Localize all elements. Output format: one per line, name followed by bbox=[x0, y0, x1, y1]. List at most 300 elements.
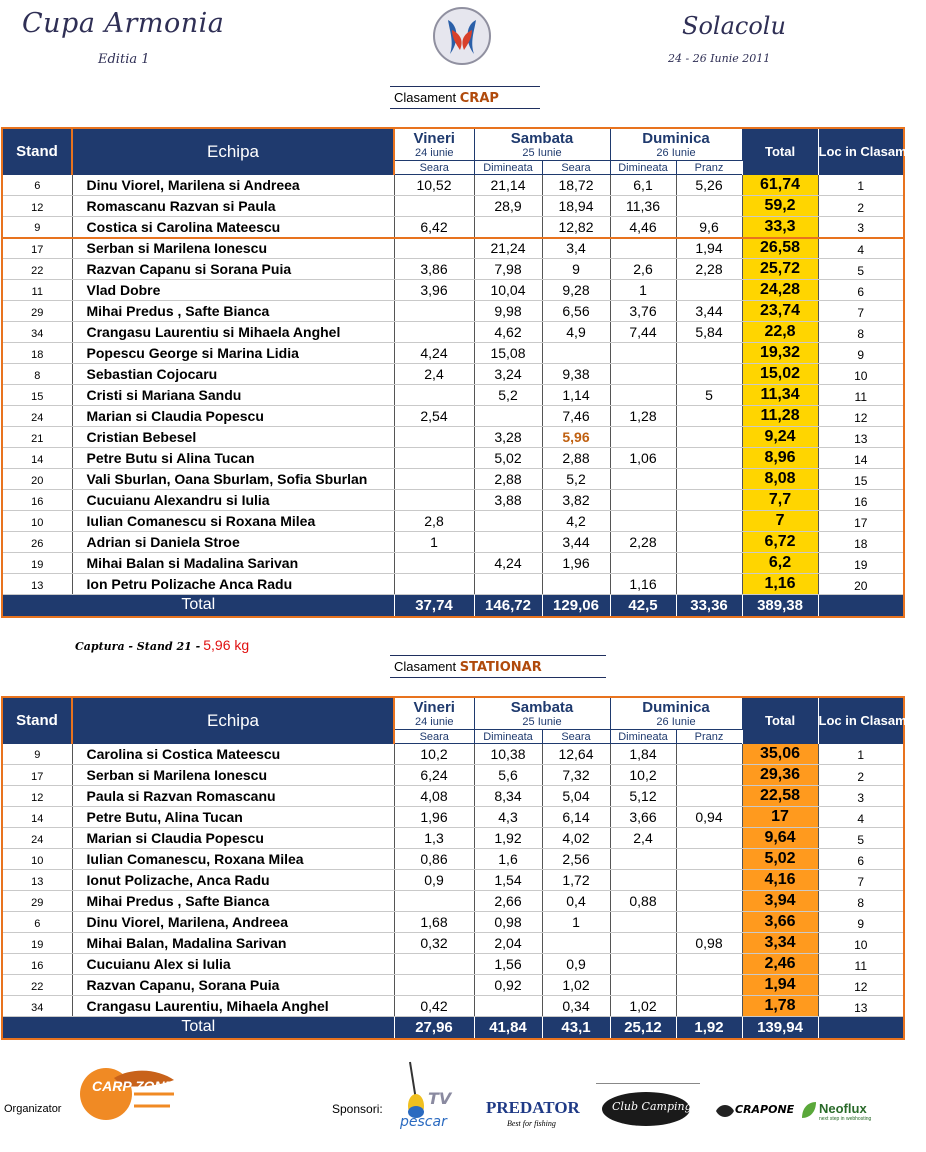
rank-cell: 9 bbox=[818, 343, 904, 364]
team-cell: Serban si Marilena Ionescu bbox=[72, 238, 394, 259]
sambata-dimineata-cell: 5,2 bbox=[474, 385, 542, 406]
stand-cell: 9 bbox=[2, 217, 72, 238]
vineri-seara-cell bbox=[394, 975, 474, 996]
sambata-dimineata-cell: 2,66 bbox=[474, 891, 542, 912]
vineri-seara-cell: 3,86 bbox=[394, 259, 474, 280]
sambata-dimineata-cell: 21,24 bbox=[474, 238, 542, 259]
rank-cell: 12 bbox=[818, 406, 904, 427]
table-row bbox=[2, 280, 904, 301]
table-row bbox=[2, 511, 904, 532]
rank-cell: 5 bbox=[818, 259, 904, 280]
duminica-dimineata-cell bbox=[610, 238, 676, 259]
table-row bbox=[2, 469, 904, 490]
vineri-seara-cell: 2,54 bbox=[394, 406, 474, 427]
mpescar-logo bbox=[394, 1060, 478, 1130]
rank-cell: 19 bbox=[818, 553, 904, 574]
total-cell: 9,64 bbox=[742, 828, 818, 849]
vineri-seara-cell bbox=[394, 385, 474, 406]
rank-cell: 5 bbox=[818, 828, 904, 849]
sambata-seara-cell: 1,96 bbox=[542, 553, 610, 574]
vineri-seara-cell bbox=[394, 574, 474, 595]
team-cell: Ionut Polizache, Anca Radu bbox=[72, 870, 394, 891]
total-cell: 29,36 bbox=[742, 765, 818, 786]
table-row bbox=[2, 343, 904, 364]
col-loc: Loc in Clasament bbox=[818, 128, 904, 175]
sambata-dimineata-cell: 4,3 bbox=[474, 807, 542, 828]
stand-cell: 19 bbox=[2, 553, 72, 574]
total-cell: 23,74 bbox=[742, 301, 818, 322]
sambata-dimineata-cell: 9,98 bbox=[474, 301, 542, 322]
crap-ranking-table bbox=[1, 127, 926, 618]
sambata-dimineata-cell bbox=[474, 406, 542, 427]
table-row bbox=[2, 828, 904, 849]
stand-cell: 16 bbox=[2, 954, 72, 975]
duminica-pranz-cell bbox=[676, 765, 742, 786]
duminica-dimineata-cell: 1 bbox=[610, 280, 676, 301]
total-cell: 7 bbox=[742, 511, 818, 532]
duminica-pranz-cell bbox=[676, 849, 742, 870]
total-cell: 1,78 bbox=[742, 996, 818, 1017]
team-cell: Mihai Balan si Madalina Sarivan bbox=[72, 553, 394, 574]
team-cell: Mihai Predus , Safte Bianca bbox=[72, 301, 394, 322]
crap-section-title bbox=[390, 86, 540, 109]
stand-cell: 24 bbox=[2, 406, 72, 427]
stand-cell: 19 bbox=[2, 933, 72, 954]
sambata-seara-cell: 12,82 bbox=[542, 217, 610, 238]
duminica-dimineata-cell: 1,02 bbox=[610, 996, 676, 1017]
table-row bbox=[2, 175, 904, 196]
stand-cell: 24 bbox=[2, 828, 72, 849]
totals-cell: 146,72 bbox=[474, 595, 542, 617]
total-cell: 22,8 bbox=[742, 322, 818, 343]
vineri-seara-cell: 4,24 bbox=[394, 343, 474, 364]
stationar-name: STATIONAR bbox=[459, 660, 542, 675]
total-cell: 33,3 bbox=[742, 217, 818, 238]
duminica-dimineata-cell bbox=[610, 364, 676, 385]
fish-emblem-icon bbox=[430, 6, 494, 66]
team-cell: Iulian Comanescu, Roxana Milea bbox=[72, 849, 394, 870]
sambata-dimineata-cell: 5,6 bbox=[474, 765, 542, 786]
team-cell: Crangasu Laurentiu, Mihaela Anghel bbox=[72, 996, 394, 1017]
crap-name: CRAP bbox=[459, 91, 499, 106]
duminica-pranz-cell bbox=[676, 744, 742, 765]
stand-cell: 9 bbox=[2, 744, 72, 765]
totals-cell: 139,94 bbox=[742, 1017, 818, 1039]
vineri-seara-cell: 1,68 bbox=[394, 912, 474, 933]
vineri-seara-cell: 1,3 bbox=[394, 828, 474, 849]
sambata-seara-cell: 1,14 bbox=[542, 385, 610, 406]
total-cell: 24,28 bbox=[742, 280, 818, 301]
event-dates: 24 - 26 Iunie 2011 bbox=[668, 52, 771, 65]
vineri-seara-cell bbox=[394, 196, 474, 217]
team-cell: Petre Butu si Alina Tucan bbox=[72, 448, 394, 469]
table-row bbox=[2, 532, 904, 553]
sambata-seara-cell: 4,2 bbox=[542, 511, 610, 532]
team-cell: Petre Butu, Alina Tucan bbox=[72, 807, 394, 828]
totals-row bbox=[2, 1017, 904, 1039]
sambata-dimineata-cell bbox=[474, 532, 542, 553]
duminica-dimineata-cell: 1,16 bbox=[610, 574, 676, 595]
sambata-seara-cell: 6,56 bbox=[542, 301, 610, 322]
duminica-pranz-cell: 5,84 bbox=[676, 322, 742, 343]
table-row bbox=[2, 786, 904, 807]
duminica-pranz-cell bbox=[676, 996, 742, 1017]
vineri-seara-cell: 10,52 bbox=[394, 175, 474, 196]
biggest-catch bbox=[75, 637, 249, 653]
total-cell: 35,06 bbox=[742, 744, 818, 765]
duminica-pranz-cell bbox=[676, 469, 742, 490]
duminica-pranz-cell bbox=[676, 891, 742, 912]
sub-pranz: Pranz bbox=[676, 161, 742, 175]
stand-cell: 12 bbox=[2, 786, 72, 807]
sambata-dimineata-cell bbox=[474, 574, 542, 595]
duminica-dimineata-cell bbox=[610, 343, 676, 364]
col-stand: Stand bbox=[2, 697, 72, 744]
vineri-seara-cell bbox=[394, 469, 474, 490]
total-cell: 61,74 bbox=[742, 175, 818, 196]
vineri-seara-cell: 0,32 bbox=[394, 933, 474, 954]
rank-cell: 10 bbox=[818, 933, 904, 954]
sambata-dimineata-cell bbox=[474, 511, 542, 532]
stand-cell: 29 bbox=[2, 301, 72, 322]
rank-cell: 20 bbox=[818, 574, 904, 595]
col-echipa: Echipa bbox=[72, 697, 394, 744]
stationar-ranking-table bbox=[1, 696, 926, 1040]
vineri-seara-cell bbox=[394, 490, 474, 511]
sub-seara: Seara bbox=[542, 161, 610, 175]
duminica-pranz-cell bbox=[676, 343, 742, 364]
sambata-seara-cell: 5,2 bbox=[542, 469, 610, 490]
duminica-dimineata-cell bbox=[610, 553, 676, 574]
sub-dimineata: Dimineata bbox=[474, 161, 542, 175]
stationar-section-title bbox=[390, 655, 606, 678]
totals-cell: 43,1 bbox=[542, 1017, 610, 1039]
sambata-seara-cell: 12,64 bbox=[542, 744, 610, 765]
col-total: Total bbox=[742, 128, 818, 175]
duminica-dimineata-cell: 11,36 bbox=[610, 196, 676, 217]
sambata-seara-cell: 9,38 bbox=[542, 364, 610, 385]
vineri-seara-cell: 4,08 bbox=[394, 786, 474, 807]
sambata-dimineata-cell: 10,38 bbox=[474, 744, 542, 765]
stand-cell: 22 bbox=[2, 975, 72, 996]
sambata-dimineata-cell: 1,6 bbox=[474, 849, 542, 870]
duminica-pranz-cell: 5,26 bbox=[676, 175, 742, 196]
predator-tagline: Best for fishing bbox=[507, 1119, 556, 1128]
vineri-seara-cell: 2,4 bbox=[394, 364, 474, 385]
table-row bbox=[2, 364, 904, 385]
sambata-seara-cell: 0,4 bbox=[542, 891, 610, 912]
duminica-dimineata-cell: 1,28 bbox=[610, 406, 676, 427]
duminica-dimineata-cell: 10,2 bbox=[610, 765, 676, 786]
duminica-pranz-cell bbox=[676, 280, 742, 301]
sambata-seara-cell: 5,04 bbox=[542, 786, 610, 807]
sambata-dimineata-cell: 2,04 bbox=[474, 933, 542, 954]
table-row bbox=[2, 954, 904, 975]
duminica-pranz-cell bbox=[676, 406, 742, 427]
sambata-dimineata-cell: 0,92 bbox=[474, 975, 542, 996]
sambata-seara-cell: 0,34 bbox=[542, 996, 610, 1017]
duminica-dimineata-cell bbox=[610, 975, 676, 996]
stand-cell: 29 bbox=[2, 891, 72, 912]
vineri-seara-cell bbox=[394, 322, 474, 343]
duminica-dimineata-cell bbox=[610, 490, 676, 511]
sambata-dimineata-cell: 3,88 bbox=[474, 490, 542, 511]
rank-cell: 17 bbox=[818, 511, 904, 532]
total-cell: 5,02 bbox=[742, 849, 818, 870]
table-row bbox=[2, 217, 904, 238]
duminica-dimineata-cell: 1,84 bbox=[610, 744, 676, 765]
sambata-dimineata-cell: 2,88 bbox=[474, 469, 542, 490]
team-cell: Paula si Razvan Romascanu bbox=[72, 786, 394, 807]
table-row bbox=[2, 744, 904, 765]
vineri-seara-cell: 0,9 bbox=[394, 870, 474, 891]
team-cell: Dinu Viorel, Marilena si Andreea bbox=[72, 175, 394, 196]
sambata-seara-cell: 2,88 bbox=[542, 448, 610, 469]
col-vineri: Vineri 24 iunie bbox=[394, 697, 474, 730]
stationar-label: Clasament bbox=[394, 659, 457, 674]
svg-text:pescar: pescar bbox=[400, 1114, 447, 1130]
rank-cell: 2 bbox=[818, 196, 904, 217]
duminica-pranz-cell: 2,28 bbox=[676, 259, 742, 280]
duminica-pranz-cell bbox=[676, 532, 742, 553]
duminica-dimineata-cell: 5,12 bbox=[610, 786, 676, 807]
vineri-seara-cell bbox=[394, 238, 474, 259]
duminica-pranz-cell bbox=[676, 786, 742, 807]
table-row bbox=[2, 996, 904, 1017]
duminica-pranz-cell bbox=[676, 490, 742, 511]
table-row bbox=[2, 490, 904, 511]
rank-cell: 6 bbox=[818, 280, 904, 301]
sambata-dimineata-cell bbox=[474, 217, 542, 238]
stand-cell: 34 bbox=[2, 322, 72, 343]
col-vineri: Vineri 24 iunie bbox=[394, 128, 474, 161]
vineri-seara-cell: 6,24 bbox=[394, 765, 474, 786]
duminica-pranz-cell: 3,44 bbox=[676, 301, 742, 322]
duminica-dimineata-cell bbox=[610, 870, 676, 891]
team-cell: Sebastian Cojocaru bbox=[72, 364, 394, 385]
sambata-dimineata-cell: 7,98 bbox=[474, 259, 542, 280]
duminica-dimineata-cell: 7,44 bbox=[610, 322, 676, 343]
table-row bbox=[2, 765, 904, 786]
sambata-seara-cell bbox=[542, 933, 610, 954]
table-row bbox=[2, 933, 904, 954]
col-duminica: Duminica 26 Iunie bbox=[610, 128, 742, 161]
rank-cell: 11 bbox=[818, 954, 904, 975]
duminica-pranz-cell bbox=[676, 912, 742, 933]
totals-empty-cell bbox=[818, 595, 904, 617]
captura-value: 5,96 kg bbox=[203, 637, 250, 653]
col-sambata: Sambata 25 Iunie bbox=[474, 128, 610, 161]
team-cell: Marian si Claudia Popescu bbox=[72, 828, 394, 849]
duminica-pranz-cell bbox=[676, 427, 742, 448]
stand-cell: 15 bbox=[2, 385, 72, 406]
rank-cell: 4 bbox=[818, 807, 904, 828]
team-cell: Vali Sburlan, Oana Sburlam, Sofia Sburlan bbox=[72, 469, 394, 490]
sub-dimineata: Dimineata bbox=[610, 730, 676, 744]
total-cell: 1,94 bbox=[742, 975, 818, 996]
duminica-dimineata-cell bbox=[610, 427, 676, 448]
totals-cell: 42,5 bbox=[610, 595, 676, 617]
stand-cell: 11 bbox=[2, 280, 72, 301]
event-edition: Editia 1 bbox=[98, 52, 150, 67]
sambata-dimineata-cell: 28,9 bbox=[474, 196, 542, 217]
duminica-dimineata-cell: 3,76 bbox=[610, 301, 676, 322]
vineri-seara-cell bbox=[394, 448, 474, 469]
sambata-seara-cell bbox=[542, 574, 610, 595]
neoflux-tagline: next step in webhosting bbox=[819, 1116, 872, 1122]
sambata-dimineata-cell: 4,62 bbox=[474, 322, 542, 343]
rank-cell: 1 bbox=[818, 175, 904, 196]
table-row bbox=[2, 196, 904, 217]
crapone-logo: CRAPONE bbox=[735, 1103, 795, 1116]
rank-cell: 18 bbox=[818, 532, 904, 553]
team-cell: Dinu Viorel, Marilena, Andreea bbox=[72, 912, 394, 933]
sambata-dimineata-cell: 3,28 bbox=[474, 427, 542, 448]
rank-cell: 14 bbox=[818, 448, 904, 469]
sambata-seara-cell: 7,46 bbox=[542, 406, 610, 427]
duminica-pranz-cell bbox=[676, 364, 742, 385]
total-cell: 3,94 bbox=[742, 891, 818, 912]
team-cell: Adrian si Daniela Stroe bbox=[72, 532, 394, 553]
totals-cell: 1,92 bbox=[676, 1017, 742, 1039]
crap-label: Clasament bbox=[394, 90, 457, 105]
rank-cell: 8 bbox=[818, 322, 904, 343]
table-row bbox=[2, 807, 904, 828]
duminica-dimineata-cell bbox=[610, 933, 676, 954]
duminica-dimineata-cell bbox=[610, 511, 676, 532]
duminica-pranz-cell bbox=[676, 975, 742, 996]
totals-label: Total bbox=[2, 1017, 394, 1039]
table-row bbox=[2, 406, 904, 427]
sambata-dimineata-cell: 3,24 bbox=[474, 364, 542, 385]
stand-cell: 14 bbox=[2, 448, 72, 469]
rank-cell: 3 bbox=[818, 786, 904, 807]
sambata-seara-cell: 1 bbox=[542, 912, 610, 933]
team-cell: Mihai Balan, Madalina Sarivan bbox=[72, 933, 394, 954]
duminica-pranz-cell: 0,94 bbox=[676, 807, 742, 828]
duminica-dimineata-cell: 3,66 bbox=[610, 807, 676, 828]
sambata-seara-cell: 7,32 bbox=[542, 765, 610, 786]
total-cell: 8,08 bbox=[742, 469, 818, 490]
stand-cell: 10 bbox=[2, 511, 72, 532]
fish-icon bbox=[714, 1100, 736, 1122]
sambata-seara-cell: 3,4 bbox=[542, 238, 610, 259]
col-echipa: Echipa bbox=[72, 128, 394, 175]
stand-cell: 13 bbox=[2, 574, 72, 595]
table-row bbox=[2, 259, 904, 280]
team-cell: Cucuianu Alexandru si Iulia bbox=[72, 490, 394, 511]
sambata-seara-cell: 1,02 bbox=[542, 975, 610, 996]
rank-cell: 8 bbox=[818, 891, 904, 912]
sambata-dimineata-cell: 8,34 bbox=[474, 786, 542, 807]
sambata-seara-cell: 18,72 bbox=[542, 175, 610, 196]
stand-cell: 6 bbox=[2, 175, 72, 196]
sambata-dimineata-cell bbox=[474, 996, 542, 1017]
vineri-seara-cell bbox=[394, 553, 474, 574]
stand-cell: 22 bbox=[2, 259, 72, 280]
rank-cell: 1 bbox=[818, 744, 904, 765]
organizer-label: Organizator bbox=[4, 1103, 62, 1115]
predator-logo: PREDATOR bbox=[486, 1098, 580, 1117]
svg-text:TV: TV bbox=[428, 1089, 452, 1108]
captura-label: Captura - Stand 21 - bbox=[75, 640, 201, 653]
vineri-seara-cell: 0,86 bbox=[394, 849, 474, 870]
vineri-seara-cell: 6,42 bbox=[394, 217, 474, 238]
event-location: Solacolu bbox=[682, 12, 786, 40]
total-cell: 9,24 bbox=[742, 427, 818, 448]
stand-cell: 34 bbox=[2, 996, 72, 1017]
stand-cell: 6 bbox=[2, 912, 72, 933]
total-cell: 11,34 bbox=[742, 385, 818, 406]
duminica-pranz-cell: 0,98 bbox=[676, 933, 742, 954]
team-cell: Mihai Predus , Safte Bianca bbox=[72, 891, 394, 912]
duminica-dimineata-cell: 4,46 bbox=[610, 217, 676, 238]
totals-cell: 37,74 bbox=[394, 595, 474, 617]
leaf-icon bbox=[800, 1100, 818, 1120]
duminica-dimineata-cell: 2,28 bbox=[610, 532, 676, 553]
duminica-dimineata-cell: 6,1 bbox=[610, 175, 676, 196]
table-row bbox=[2, 912, 904, 933]
rank-cell: 11 bbox=[818, 385, 904, 406]
rank-cell: 16 bbox=[818, 490, 904, 511]
vineri-seara-cell: 0,42 bbox=[394, 996, 474, 1017]
duminica-dimineata-cell: 0,88 bbox=[610, 891, 676, 912]
team-cell: Serban si Marilena Ionescu bbox=[72, 765, 394, 786]
table-row bbox=[2, 427, 904, 448]
totals-cell: 41,84 bbox=[474, 1017, 542, 1039]
club-camping-text: Club Camping bbox=[612, 1100, 692, 1113]
team-cell: Carolina si Costica Mateescu bbox=[72, 744, 394, 765]
stand-cell: 18 bbox=[2, 343, 72, 364]
sambata-seara-cell: 0,9 bbox=[542, 954, 610, 975]
col-duminica: Duminica 26 Iunie bbox=[610, 697, 742, 730]
rank-cell: 9 bbox=[818, 912, 904, 933]
sambata-seara-cell: 3,44 bbox=[542, 532, 610, 553]
col-stand: Stand bbox=[2, 128, 72, 175]
table-row bbox=[2, 975, 904, 996]
duminica-dimineata-cell bbox=[610, 469, 676, 490]
vineri-seara-cell: 10,2 bbox=[394, 744, 474, 765]
sub-seara: Seara bbox=[394, 730, 474, 744]
team-cell: Cristian Bebesel bbox=[72, 427, 394, 448]
total-cell: 22,58 bbox=[742, 786, 818, 807]
col-sambata: Sambata 25 Iunie bbox=[474, 697, 610, 730]
stand-cell: 14 bbox=[2, 807, 72, 828]
sub-dimineata: Dimineata bbox=[610, 161, 676, 175]
stand-cell: 8 bbox=[2, 364, 72, 385]
team-cell: Popescu George si Marina Lidia bbox=[72, 343, 394, 364]
stand-cell: 21 bbox=[2, 427, 72, 448]
duminica-pranz-cell: 1,94 bbox=[676, 238, 742, 259]
duminica-pranz-cell bbox=[676, 448, 742, 469]
sub-seara: Seara bbox=[394, 161, 474, 175]
table-row bbox=[2, 870, 904, 891]
rank-cell: 15 bbox=[818, 469, 904, 490]
total-cell: 11,28 bbox=[742, 406, 818, 427]
sambata-seara-cell: 2,56 bbox=[542, 849, 610, 870]
vineri-seara-cell: 1 bbox=[394, 532, 474, 553]
neoflux-logo: Neoflux bbox=[819, 1101, 867, 1116]
duminica-dimineata-cell bbox=[610, 954, 676, 975]
duminica-dimineata-cell bbox=[610, 849, 676, 870]
rank-cell: 3 bbox=[818, 217, 904, 238]
team-cell: Razvan Capanu, Sorana Puia bbox=[72, 975, 394, 996]
col-loc: Loc in Clasament bbox=[818, 697, 904, 744]
rank-cell: 2 bbox=[818, 765, 904, 786]
total-cell: 59,2 bbox=[742, 196, 818, 217]
stand-cell: 26 bbox=[2, 532, 72, 553]
totals-row bbox=[2, 595, 904, 617]
